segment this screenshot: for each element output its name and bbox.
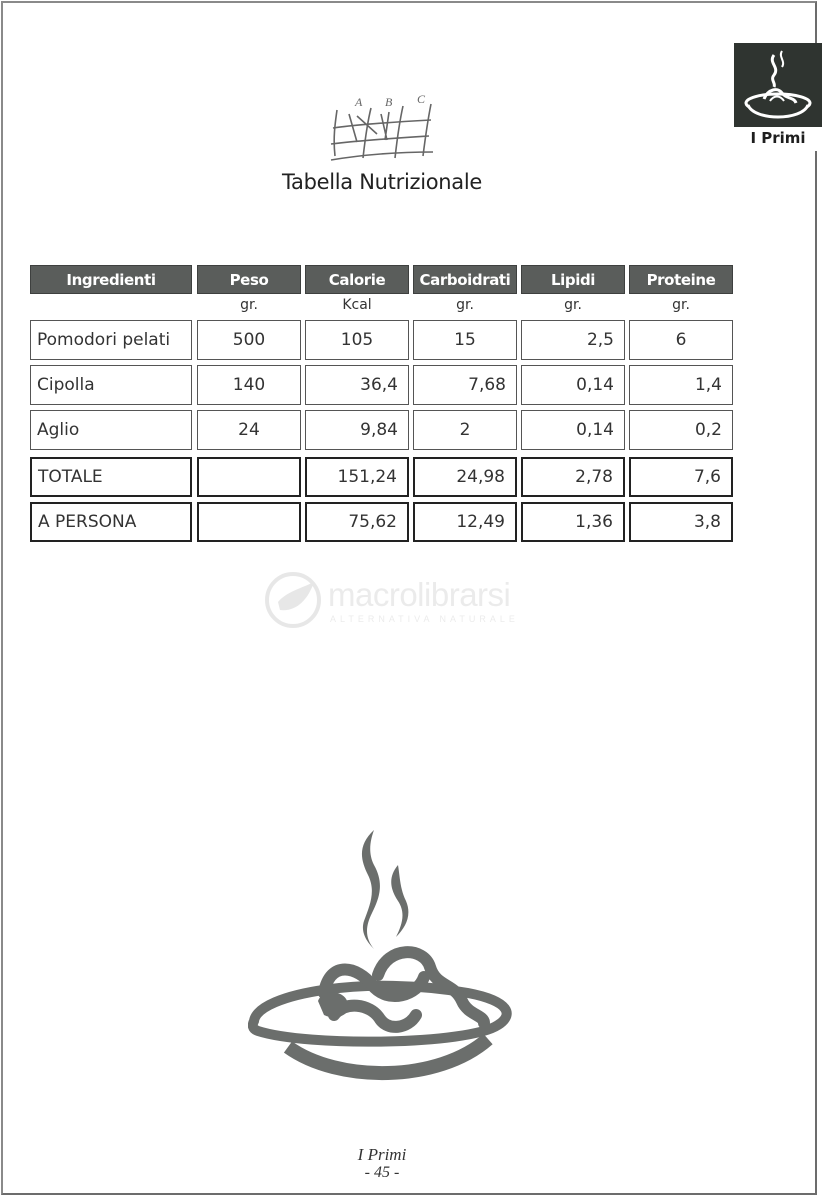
header-carboidrati: Carboidrati bbox=[413, 265, 517, 294]
unit-calorie: Kcal bbox=[342, 297, 372, 313]
table-cell bbox=[197, 457, 301, 497]
table-cell: 0,14 bbox=[521, 365, 625, 405]
logo-letter-a: A bbox=[355, 95, 363, 109]
unit-lipidi: gr. bbox=[564, 297, 582, 313]
table-cell: 15 bbox=[413, 320, 517, 360]
table-cell: 0,2 bbox=[629, 410, 733, 450]
unit-proteine: gr. bbox=[672, 297, 690, 313]
table-cell: 24,98 bbox=[413, 457, 517, 497]
unit-peso: gr. bbox=[240, 297, 258, 313]
table-cell: 140 bbox=[197, 365, 301, 405]
table-cell bbox=[197, 502, 301, 542]
unit-carboidrati: gr. bbox=[456, 297, 474, 313]
table-cell: 2,5 bbox=[521, 320, 625, 360]
watermark-name: macrolibrarsi bbox=[328, 576, 511, 613]
table-cell: 105 bbox=[305, 320, 409, 360]
table-cell: 12,49 bbox=[413, 502, 517, 542]
section-tab-background bbox=[734, 43, 822, 127]
page-title: Tabella Nutrizionale bbox=[281, 170, 483, 194]
table-cell: 3,8 bbox=[629, 502, 733, 542]
leaf-logo-icon bbox=[262, 570, 324, 630]
watermark bbox=[262, 570, 562, 630]
table-cell: 24 bbox=[197, 410, 301, 450]
header-ingredienti: Ingredienti bbox=[30, 265, 192, 294]
table-cell: 7,68 bbox=[413, 365, 517, 405]
table-cell: 9,84 bbox=[305, 410, 409, 450]
abc-grid-logo bbox=[327, 94, 437, 164]
table-cell: 2,78 bbox=[521, 457, 625, 497]
section-tab-label: I Primi bbox=[750, 129, 806, 147]
table-cell: 2 bbox=[413, 410, 517, 450]
table-cell: 1,4 bbox=[629, 365, 733, 405]
logo-letter-c: C bbox=[417, 94, 426, 106]
table-cell: 36,4 bbox=[305, 365, 409, 405]
table-cell: 0,14 bbox=[521, 410, 625, 450]
watermark-tagline: ALTERNATIVA NATURALE bbox=[330, 614, 519, 624]
total-label: TOTALE bbox=[30, 457, 192, 497]
table-cell: Cipolla bbox=[30, 365, 192, 405]
header-lipidi: Lipidi bbox=[521, 265, 625, 294]
table-cell: Pomodori pelati bbox=[30, 320, 192, 360]
steaming-bowl-icon bbox=[734, 43, 822, 127]
steaming-bowl-illustration bbox=[248, 825, 518, 1100]
table-cell: Aglio bbox=[30, 410, 192, 450]
table-cell: 500 bbox=[197, 320, 301, 360]
table-cell: 1,36 bbox=[521, 502, 625, 542]
page-number: - 45 - bbox=[364, 1164, 400, 1181]
table-cell: 6 bbox=[629, 320, 733, 360]
header-proteine: Proteine bbox=[629, 265, 733, 294]
table-cell: 151,24 bbox=[305, 457, 409, 497]
footer-section-title: I Primi bbox=[357, 1145, 407, 1164]
header-calorie: Calorie bbox=[305, 265, 409, 294]
table-cell: 75,62 bbox=[305, 502, 409, 542]
table-cell: 7,6 bbox=[629, 457, 733, 497]
section-tab bbox=[734, 43, 822, 151]
header-peso: Peso bbox=[197, 265, 301, 294]
logo-letter-b: B bbox=[385, 95, 393, 109]
per-person-label: A PERSONA bbox=[30, 502, 192, 542]
